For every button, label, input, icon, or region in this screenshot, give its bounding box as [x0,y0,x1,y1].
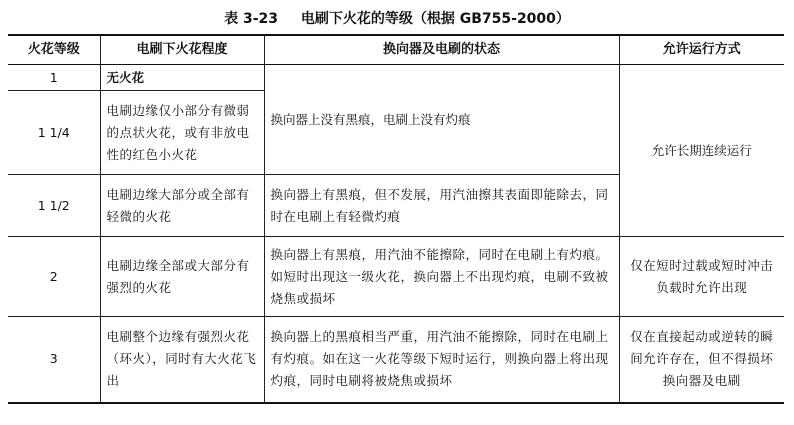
allowed-operation-cell: 允许长期连续运行 [619,65,784,237]
table-row [8,65,784,91]
header-spark-degree: 电刷下火花程度 [100,35,264,65]
allowed-operation-cell: 仅在直接起动或逆转的瞬间允许存在，但不得损坏换向器及电刷 [619,317,784,403]
header-allowed-operation: 允许运行方式 [619,35,784,65]
spark-degree-cell: 电刷整个边缘有强烈火花（环火），同时有大火花飞出 [100,317,264,403]
commutator-state-cell: 换向器上有黑痕，但不发展，用汽油擦其表面即能除去，同时在电刷上有轻微灼痕 [264,175,619,237]
header-row [8,35,784,65]
spark-degree-cell: 无火花 [100,65,264,91]
table-row [8,317,784,403]
table-title [0,8,794,28]
commutator-state-cell: 换向器上没有黑痕，电刷上没有灼痕 [264,65,619,175]
table-caption: 电刷下火花的等级（根据 GB755-2000） [300,11,570,27]
spark-level-cell: 1 1/4 [8,91,100,175]
allowed-operation-cell: 仅在短时过载或短时冲击负载时允许出现 [619,237,784,317]
spark-level-cell: 1 1/2 [8,175,100,237]
spark-level-cell: 3 [8,317,100,403]
spark-level-cell: 2 [8,237,100,317]
header-spark-level: 火花等级 [8,35,100,65]
spark-level-cell: 1 [8,65,100,91]
spark-degree-cell: 电刷边缘大部分或全部有轻微的火花 [100,175,264,237]
spark-grade-table [8,34,784,404]
header-commutator-state: 换向器及电刷的状态 [264,35,619,65]
spark-degree-cell: 电刷边缘仅小部分有微弱的点状火花，或有非放电性的红色小火花 [100,91,264,175]
table-row [8,237,784,317]
commutator-state-cell: 换向器上的黑痕相当严重，用汽油不能擦除，同时在电刷上有灼痕。如在这一火花等级下短时运行，则换向器上将出现灼痕，同时电刷将被烧焦或损坏 [264,317,619,403]
table-number: 表 3-23 [224,11,278,27]
spark-degree-cell: 电刷边缘全部或大部分有强烈的火花 [100,237,264,317]
commutator-state-cell: 换向器上有黑痕，用汽油不能擦除，同时在电刷上有灼痕。如短时出现这一级火花，换向器上不出现灼痕，电刷不致被烧焦或损坏 [264,237,619,317]
